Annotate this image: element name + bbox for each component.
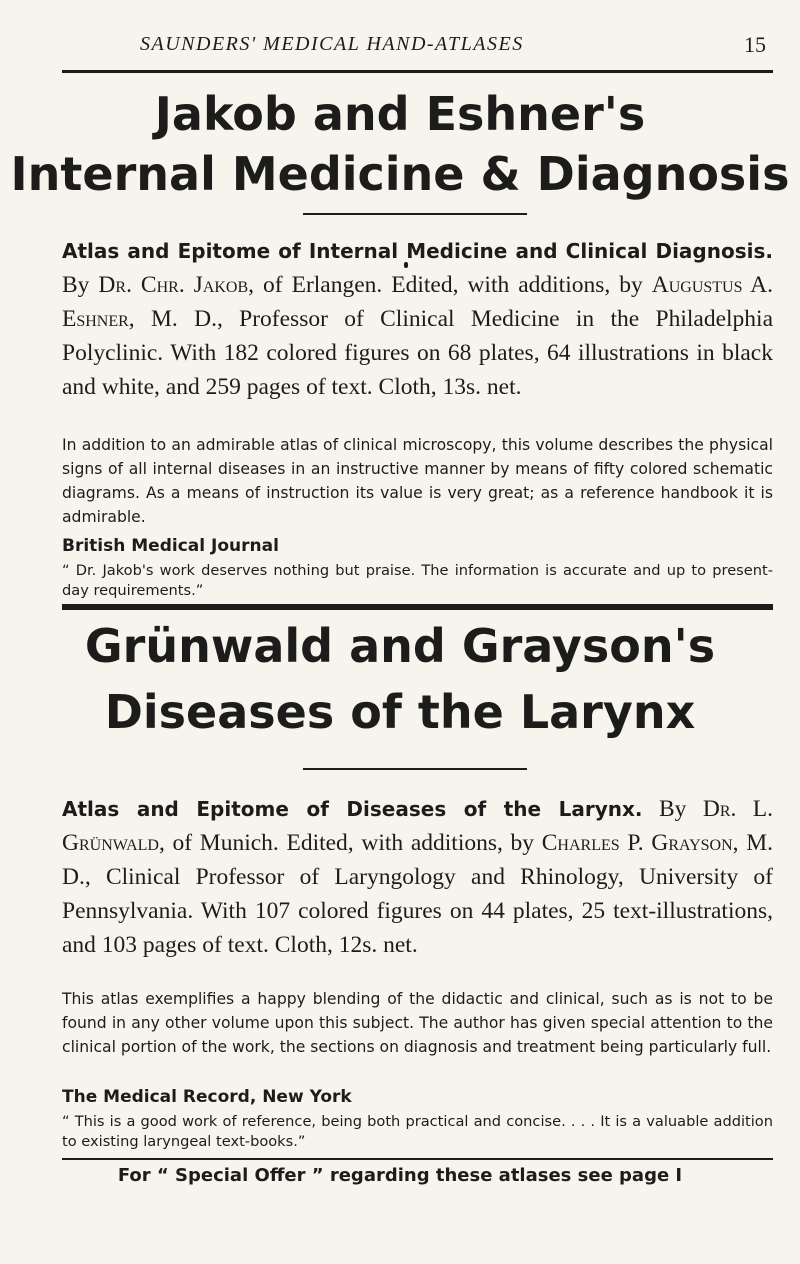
book2-title-line2: Diseases of the Larynx: [104, 685, 696, 739]
book1-details: M. D., Professor of Clinical Medicine in the Philadelphia Polyclinic. With 182 colored figures on 68 plates, 64 illustrations in black and white, and 259 pages of text. Cloth, 13s. net.: [62, 306, 774, 400]
book2-editor: Charles P. Grayson,: [541, 830, 739, 856]
book2-author: Dr. L. Grünwald,: [62, 796, 774, 856]
book1-description: [62, 234, 773, 404]
special-offer-note: For “ Special Offer ” regarding these atlases see page I: [117, 1165, 683, 1186]
book2-details: M. D., Clinical Professor of Laryngology and Rhinology, University of Pennsylvania. With 107 colored figures on 44 plates, 25 text-illustrations, and 103 pages of text. Cloth, 12s. net.: [62, 830, 773, 958]
section-divider: [62, 604, 773, 610]
header-rule: [62, 70, 773, 73]
title-divider: [303, 213, 527, 215]
book1-review-quote: “ Dr. Jakob's work deserves nothing but praise. The information is accurate and up to present-day requirements.”: [62, 562, 773, 599]
book1-title-line2: Internal Medicine & Diagnosis: [10, 147, 790, 201]
book1-title-line1: Jakob and Eshner's: [154, 87, 646, 141]
book2-lead: Atlas and Epitome of Diseases of the Larynx.: [62, 797, 643, 821]
book2-review-source: The Medical Record, New York: [62, 1087, 352, 1107]
book2-by: By: [658, 796, 687, 822]
book2-review-quote: “ This is a good work of reference, being both practical and concise. . . . It is a valuable addition to existing laryngeal text-books.”: [62, 1113, 773, 1150]
page-number: 15: [744, 32, 766, 57]
book1-blurb: In addition to an admirable atlas of clinical microscopy, this volume describes the physical signs of all internal diseases in an instructive manner by means of fifty colored schematic diagrams. As a means of instruction its value is very great; as a reference handbook it is admirable.: [62, 436, 773, 526]
book1-author-place: of Erlangen. Edited, with additions, by: [263, 272, 643, 298]
book1-review-source: British Medical Journal: [62, 536, 279, 556]
running-title: SAUNDERS' MEDICAL HAND-ATLASES: [140, 33, 524, 55]
book1-by: By: [62, 272, 90, 298]
book2-author-place: of Munich. Edited, with additions, by: [172, 830, 535, 856]
footer-rule-top: [62, 1158, 773, 1160]
book1-author: Dr. Chr. Jakob,: [98, 272, 255, 298]
book2-description: [62, 792, 773, 962]
book2-title-line1: Grünwald and Grayson's: [84, 619, 716, 673]
book2-blurb: This atlas exemplifies a happy blending of the didactic and clinical, such as is not to be found in any other volume upon this subject. The author has given special attention to the clinical portion of the work, the sections on diagnosis and treatment being particularly full.: [62, 990, 773, 1056]
title-divider: [303, 768, 527, 770]
book1-editor: Augustus A. Eshner,: [62, 272, 774, 332]
book1-lead: Atlas and Epitome of Internal Medicine and Clinical Diagnosis.: [62, 239, 773, 263]
